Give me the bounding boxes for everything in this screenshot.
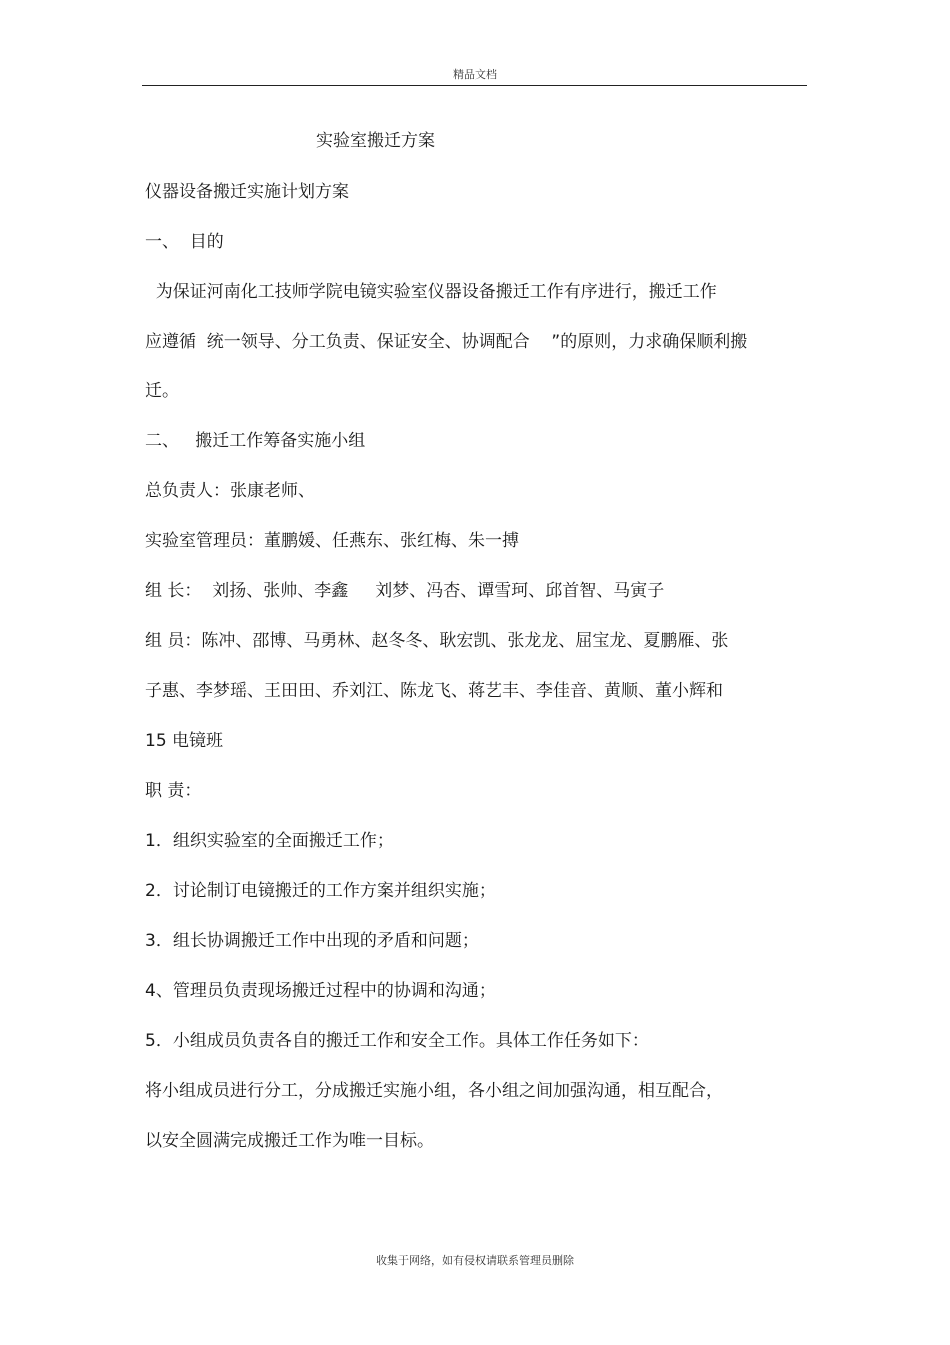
- paragraph-line: 为保证河南化工技师学院电镜实验室仪器设备搬迁工作有序进行，搬迁工作: [145, 282, 717, 302]
- lab-admin-line: 实验室管理员：董鹏媛、任燕东、张红梅、朱一搏: [145, 531, 519, 551]
- section-heading-team: 二、 搬迁工作筹备实施小组: [145, 431, 366, 451]
- duty-item: 2．讨论制订电镜搬迁的工作方案并组织实施；: [145, 881, 496, 901]
- duty-item: 3．组长协调搬迁工作中出现的矛盾和问题；: [145, 931, 479, 951]
- paragraph-line: 将小组成员进行分工，分成搬迁实施小组，各小组之间加强沟通，相互配合，: [145, 1081, 723, 1101]
- group-members-line: 15 电镜班: [145, 731, 224, 751]
- duty-item: 4、管理员负责现场搬迁过程中的协调和沟通；: [145, 981, 496, 1001]
- section-heading-plan: 仪器设备搬迁实施计划方案: [145, 182, 349, 202]
- document-title: 实验室搬迁方案: [316, 131, 435, 151]
- duty-item: 5．小组成员负责各自的搬迁工作和安全工作。具体工作任务如下：: [145, 1031, 649, 1051]
- team-leader-line: 总负责人：张康老师、: [145, 481, 315, 501]
- paragraph-line: 以安全圆满完成搬迁工作为唯一目标。: [145, 1131, 434, 1151]
- paragraph-line: 应遵循 统一领导、分工负责、保证安全、协调配合 ”的原则，力求确保顺利搬: [145, 332, 748, 352]
- header-divider: [142, 85, 807, 86]
- header-label: 精品文档: [453, 68, 497, 81]
- paragraph-line: 迁。: [145, 381, 179, 401]
- duty-item: 1．组织实验室的全面搬迁工作；: [145, 831, 394, 851]
- duties-heading: 职 责：: [145, 781, 202, 801]
- group-leaders-line: 组 长： 刘扬、张帅、李鑫 刘梦、冯杏、谭雪珂、邱首智、马寅子: [145, 581, 665, 601]
- group-members-line: 组 员：陈冲、邵博、马勇林、赵冬冬、耿宏凯、张龙龙、屈宝龙、夏鹏雁、张: [145, 631, 729, 651]
- section-heading-purpose: 一、 目的: [145, 232, 224, 252]
- group-members-line: 子惠、李梦瑶、王田田、乔刘江、陈龙飞、蒋艺丰、李佳音、黄顺、董小辉和: [145, 681, 723, 701]
- page-footer: 收集于网络，如有侵权请联系管理员删除: [376, 1254, 574, 1267]
